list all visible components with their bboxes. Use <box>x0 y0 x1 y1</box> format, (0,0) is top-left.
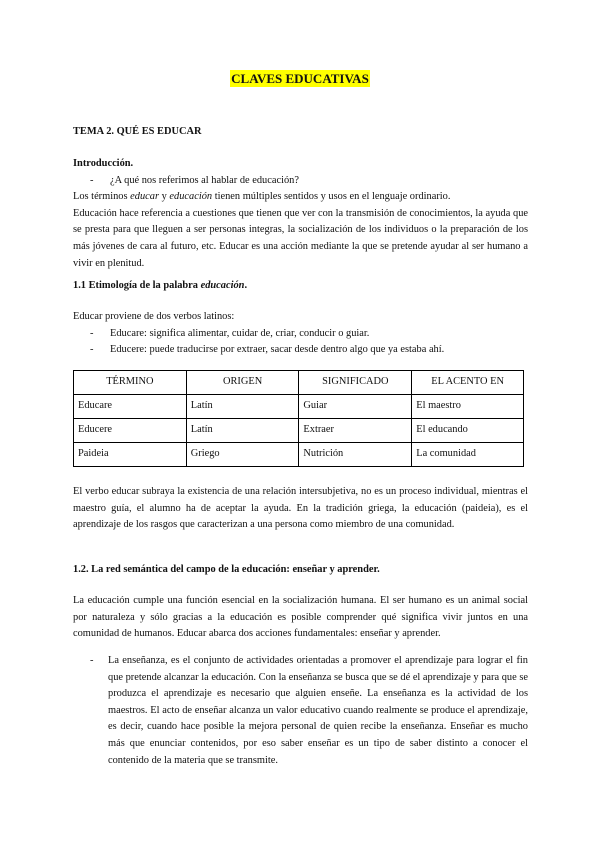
intro-question-item <box>73 173 528 190</box>
section1-heading-end: . <box>244 280 248 291</box>
table-header-cell: ORIGEN <box>186 371 299 395</box>
table-row <box>74 419 524 443</box>
etymology-item-text: Educere: puede traducirse por extraer, sacar desde dentro algo que ya estaba ahí. <box>110 344 445 356</box>
etymology-table <box>73 370 524 467</box>
table-header-cell: EL ACENTO EN <box>412 371 524 395</box>
table-row <box>74 443 524 467</box>
section1-body <box>73 309 528 359</box>
section1-heading-text: 1.1 Etimología de la palabra <box>73 280 201 291</box>
section2-paragraph: La educación cumple una función esencial en la socialización humana. El ser humano es un animal social por naturaleza y sólo gracias a la educación es posible comprender qué significa vivir juntos en una comunidad de humanos. Educar abarca dos acciones fundamentales: enseñar y aprender. <box>73 595 528 640</box>
table-header-cell: SIGNIFICADO <box>299 371 412 395</box>
dash-bullet: - <box>90 174 94 186</box>
etymology-item <box>73 326 528 343</box>
intro-paragraph-2: Educación hace referencia a cuestiones que tienen que ver con la transmisión de conocimientos, la ayuda que se presta para que lleguen a ser personas integras, la socialización de los individuos o la preparación de los más jóvenes de cara al futuro, etc. Educar es una acción mediante la que se pretende ayudar al ser humano a vivir en plenitud. <box>73 207 528 269</box>
table-row <box>74 395 524 419</box>
section1-heading <box>73 278 528 295</box>
dash-bullet: - <box>90 655 94 666</box>
table-cell: La comunidad <box>412 443 524 467</box>
intro-p1-text-c: tienen múltiples sentidos y usos en el lenguaje ordinario. <box>212 191 451 203</box>
section2-heading: 1.2. La red semántica del campo de la educación: enseñar y aprender. <box>73 564 380 575</box>
table-header-row <box>74 371 524 395</box>
dash-bullet: - <box>90 327 94 339</box>
intro-p1-text-b: y <box>159 191 170 203</box>
teaching-bullet-text: La enseñanza, es el conjunto de actividades orientadas a promover el aprendizaje para lograr el fin que pretende alcanzar la educación. Con la enseñanza se busca que se dé el aprendizaje y para que se produzca el aprendizaje es necesario que alguien enseñe. La enseñanza es la actividad de los maestros. El acto de enseñar alcanza un valor educativo cuando realmente se produce el aprendizaje, es decir, cuando hace posible la mejora personal de quien recibe la enseñanza. Enseñar es mucho más que enunciar contenidos, por eso saber enseñar es un tipo de saber distinto a conocer el contenido de la materia que se transmite. <box>108 655 528 766</box>
table-cell: Paideia <box>74 443 187 467</box>
intro-section <box>73 156 528 272</box>
table-cell: Extraer <box>299 419 412 443</box>
table-cell: Educare <box>74 395 187 419</box>
section1-heading-em: educación <box>200 280 245 291</box>
teaching-bullet-list <box>90 653 528 769</box>
table-cell: Nutrición <box>299 443 412 467</box>
table-cell: Guiar <box>299 395 412 419</box>
table-header-cell: TÉRMINO <box>74 371 187 395</box>
list-item <box>90 653 528 769</box>
table-cell: Educere <box>74 419 187 443</box>
table-cell: Latín <box>186 395 299 419</box>
intro-question: ¿A qué nos referimos al hablar de educación? <box>110 174 299 186</box>
intro-p1-em-educacion: educación <box>169 191 213 203</box>
table-cell: Griego <box>186 443 299 467</box>
table-cell: El maestro <box>412 395 524 419</box>
intro-heading: Introducción. <box>73 158 134 169</box>
document-title: CLAVES EDUCATIVAS <box>231 71 369 86</box>
intro-p1-em-educar: educar <box>130 191 160 203</box>
dash-bullet: - <box>90 344 94 356</box>
section1-lead: Educar proviene de dos verbos latinos: <box>73 311 235 322</box>
table-cell: El educando <box>412 419 524 443</box>
intro-paragraph-1 <box>73 189 528 206</box>
title-container <box>0 70 600 90</box>
intro-p1-text-a: Los términos <box>73 191 131 203</box>
after-table-paragraph: El verbo educar subraya la existencia de una relación intersubjetiva, no es un proceso individual, mientras el maestro guía, el alumno ha de aceptar la ayuda. En la tradición griega, la educación (paideia), es el aprendizaje de los rasgos que caracterizan a una persona como miembro de una comunidad. <box>73 486 528 531</box>
table-cell: Latín <box>186 419 299 443</box>
etymology-item-text: Educare: significa alimentar, cuidar de, criar, conducir o guiar. <box>110 327 370 339</box>
etymology-item <box>73 342 528 359</box>
tema-heading: TEMA 2. QUÉ ES EDUCAR <box>73 126 202 137</box>
